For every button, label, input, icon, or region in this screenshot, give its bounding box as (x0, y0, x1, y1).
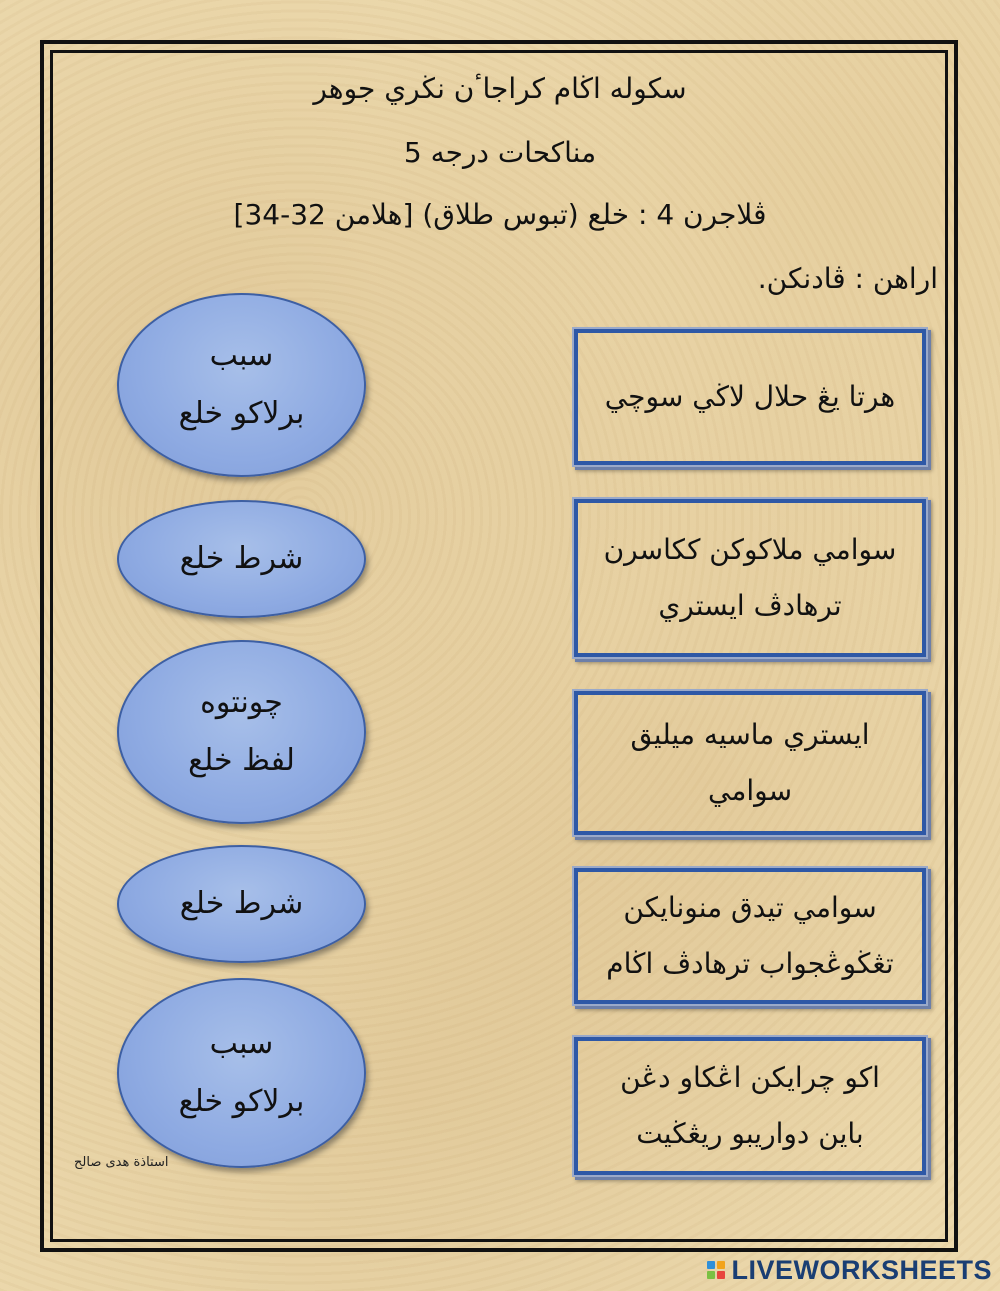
oval-5-line2: برلاکو خلع (178, 1084, 305, 1119)
oval-3-line1: چونتوه (200, 685, 283, 720)
lesson-title: ڤلاجرن 4 : خلع (تبوس طلاق) [هلامن 32-34] (233, 198, 767, 231)
oval-5-line1: سبب (209, 1026, 274, 1061)
answer-oval-5[interactable] (117, 978, 366, 1168)
brand-name: LIVEWORKSHEETS (731, 1254, 992, 1285)
teacher-signature: استاذة هدى صالح (74, 1155, 169, 1170)
box-1-line1: هرتا يڠ حلال لاڬي سوچي (604, 380, 896, 413)
logo-square-2 (717, 1261, 725, 1269)
statement-box-1[interactable] (572, 327, 928, 467)
subject-title: مناکحات درجه 5 (403, 136, 597, 169)
oval-1-line1: سبب (209, 338, 274, 373)
oval-3-line2: لفظ خلع (188, 743, 295, 778)
box-5-line1: اکو چرايکن اڠکاو دڠن (620, 1061, 880, 1094)
statement-box-2[interactable] (572, 497, 928, 659)
logo-square-3 (707, 1271, 715, 1279)
oval-2-line1: شرط خلع (179, 541, 304, 576)
box-3-line1: ايستري ماسيه ميليق (630, 718, 870, 751)
statement-box-3[interactable] (572, 689, 928, 837)
box-4-line1: سوامي تيدق منونايکن (623, 891, 877, 924)
box-2-line1: سوامي ملاکوکن ککاسرن (603, 533, 897, 566)
answer-oval-1[interactable] (117, 293, 366, 477)
answer-oval-3[interactable] (117, 640, 366, 824)
oval-1-line2: برلاکو خلع (178, 396, 305, 431)
box-4-line2: تڠڬوڠجواب ترهادڤ اڬام (606, 947, 894, 980)
instruction: اراهن : ڤادنکن. (757, 262, 938, 295)
box-3-line2: سوامي (707, 774, 793, 807)
answer-oval-4[interactable] (117, 845, 366, 963)
logo-square-1 (707, 1261, 715, 1269)
liveworksheets-brand[interactable] (707, 1254, 992, 1286)
oval-4-line1: شرط خلع (179, 886, 304, 921)
answer-oval-2[interactable] (117, 500, 366, 618)
box-5-line2: باين دواريبو ريڠڬيت (636, 1117, 864, 1150)
box-2-line2: ترهادڤ ايستري (658, 589, 842, 622)
statement-box-4[interactable] (572, 866, 928, 1006)
logo-square-4 (717, 1271, 725, 1279)
school-title: سکوله اڬام کراجاٴن نڬري جوهر (313, 72, 687, 105)
liveworksheets-logo-icon (707, 1261, 725, 1279)
statement-box-5[interactable] (572, 1035, 928, 1177)
